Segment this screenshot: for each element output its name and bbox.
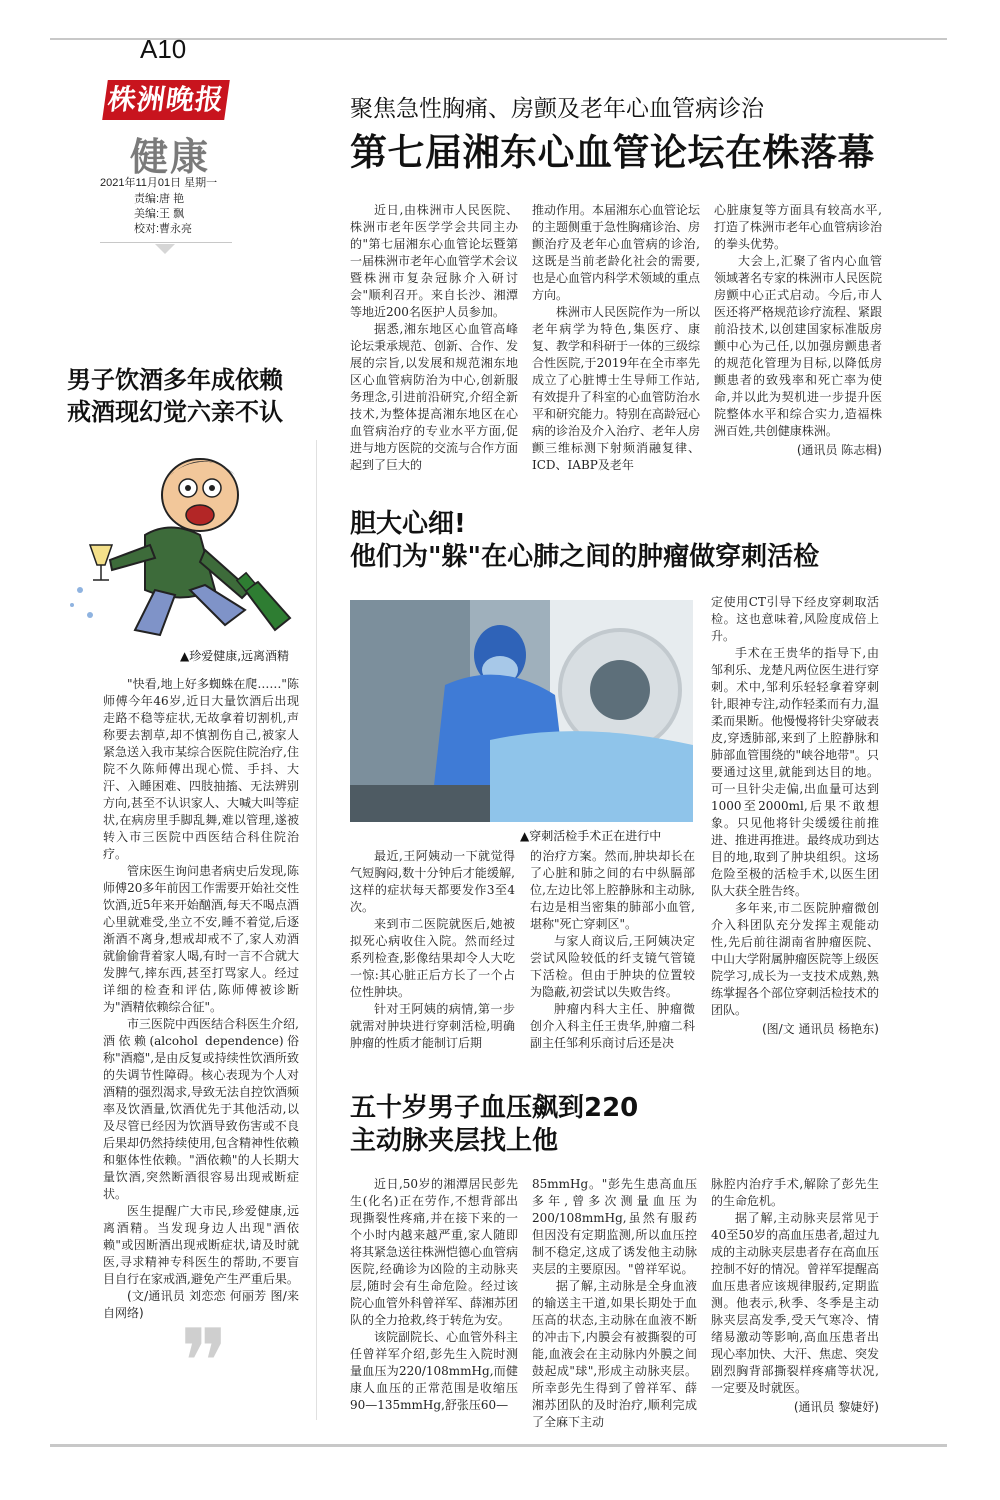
article-left-caption: ▲珍爱健康,远离酒精 — [180, 649, 290, 663]
article1-headline: 第七届湘东心血管论坛在株落幕 — [350, 131, 875, 174]
masthead-divider — [100, 242, 232, 243]
article1-paragraph: 株洲市人民医院作为一所以老年病学为特色,集医疗、康复、教学和科研于一体的三级综合性医院,于2019年在全市率先成立了心脏博士生导师工作站,有效提升了科室的心血管防治水平和研究能力。特别在高龄冠心病的诊治及介入治疗、老年人房颤三维标测下射频消融复律、ICD、IABP及老年 — [532, 305, 701, 472]
article3-paragraph: 据了解,主动脉夹层常见于40至50岁的高血压患者,超过九成的主动脉夹层患者存在高血压控制不好的情况。曾祥军提醒高血压患者应该规律服药,定期监测。他表示,秋季、冬季是主动脉夹层高发季,受天气寒冷、情绪易激动等影响,高血压患者出现心率加快、大汗、焦虑、突发剧烈胸背部撕裂样疼痛等状况,一定要及时就医。 — [711, 1211, 880, 1395]
article-left-body — [103, 676, 299, 1322]
article-left-byline: (文/通讯员 刘恋恋 何丽芳 图/来自网络) — [103, 1289, 299, 1320]
article2-photo-caption: ▲穿刺活检手术正在进行中 — [520, 829, 662, 843]
article2-paragraph: 来到市二医院就医后,她被拟死心病收住入院。然而经过系列检查,影像结果却令人大吃一惊:其心脏正后方长了一个占位性肿块。 — [350, 917, 515, 999]
article1-column-2 — [532, 202, 700, 474]
article-left-headline-line1: 男子饮酒多年成依赖 — [67, 366, 283, 394]
article-left-paragraph: 医生提醒广大市民,珍爱健康,远离酒精。当发现身边人出现"酒依赖"或因断酒出现戒断症状,请及时就医,寻求精神专科医生的帮助,不要盲目自行在家戒酒,避免产生严重后果。 — [103, 1204, 299, 1286]
surgery-photo — [350, 600, 693, 822]
article3-paragraph: 近日,50岁的湘潭居民彭先生(化名)正在劳作,不想背部出现撕裂性疼痛,并在接下来的一个小时内越来越严重,家人随即将其紧急送往株洲恺德心血管病医院,经确诊为凶险的主动脉夹层,随时会有生命危险。经过该院心血管外科曾祥军、薛湘苏团队的全力抢救,终于转危为安。 — [350, 1177, 519, 1327]
article2-paragraph: 定使用CT引导下经皮穿刺取活检。这也意味着,风险度成倍上升。 — [711, 595, 879, 643]
article3-paragraph: 据了解,主动脉是全身血液的输送主干道,如果长期处于血压高的状态,主动脉在血液不断的冲击下,内膜会有被撕裂的可能,血液会在主动脉内外膜之间鼓起成"球",形成主动脉夹层。所幸彭先生得到了曾祥军、薛湘苏团队的及时治疗,顺利完成了全麻下主动 — [532, 1279, 697, 1429]
article3-paragraph: 该院副院长、心血管外科主任曾祥军介绍,彭先生入院时测量血压为220/108mmHg,而健康人血压的正常范围是收缩压90—135mmHg,舒张压60— — [350, 1330, 519, 1412]
article3-paragraph: 脉腔内治疗手术,解除了彭先生的生命危机。 — [711, 1177, 879, 1208]
editor: 责编:唐 艳 — [134, 193, 185, 205]
article3-column-3 — [711, 1176, 879, 1416]
article2-byline: (图/文 通讯员 杨艳东) — [761, 1022, 879, 1036]
proofreader: 校对:曹永亮 — [134, 223, 193, 235]
bottom-rule — [50, 1444, 947, 1447]
article-left-headline — [50, 364, 300, 428]
article3-headline — [350, 1092, 950, 1158]
masthead-info — [100, 176, 250, 237]
article2-paragraph: 多年来,市二医院肿瘤微创介入科团队充分发挥主观能动性,先后前往湖南省肿瘤医院、中山大学附属肿瘤医院等上级医院学习,成长为一支技术成熟,熟练掌握各个部位穿刺活检技术的团队。 — [711, 901, 880, 1017]
article1-byline: (通讯员 陈志楫) — [796, 443, 882, 457]
article2-column-1 — [350, 848, 515, 1052]
quote-mark-icon: ❞ — [180, 1310, 229, 1415]
article2-paragraph: 与家人商议后,王阿姨决定尝试风险较低的纤支镜气管镜下活检。但由于肿块的位置较为隐蔽,初尝试以失败告终。 — [530, 934, 695, 999]
article1-column-1 — [350, 202, 518, 474]
article-left-headline-line2: 戒酒现幻觉六亲不认 — [67, 398, 283, 426]
section-title: 健康 — [130, 135, 211, 179]
article2-headline-line1: 胆大心细! — [350, 509, 466, 539]
article2-paragraph: 的治疗方案。然而,肿块却长在了心脏和肺之间的右中纵膈部位,左边比邻上腔静脉和主动脉,右边是相当密集的肺部小血管,堪称"死亡穿刺区"。 — [530, 849, 695, 931]
article2-column-3 — [711, 594, 879, 1038]
designer: 美编:王 飘 — [134, 208, 185, 220]
article1-column-3 — [714, 202, 882, 459]
drunk-man-cartoon — [50, 440, 300, 640]
article3-paragraph: 85mmHg。"彭先生患高血压多年,曾多次测量血压为200/108mmHg,虽然有服药但因没有定期监测,所以血压控制不稳定,这成了诱发他主动脉夹层的主要原因。"曾祥军说。 — [532, 1177, 697, 1276]
article1-kicker: 聚焦急性胸痛、房颤及老年心血管病诊治 — [350, 96, 764, 122]
article2-column-2 — [530, 848, 695, 1052]
issue-date: 2021年11月01日 星期一 — [100, 177, 218, 189]
article3-byline: (通讯员 黎婕妤) — [793, 1400, 879, 1414]
article1-paragraph: 大会上,汇聚了省内心血管领域著名专家的株洲市人民医院房颤中心正式启动。今后,市人医还将严格规范诊疗流程、紧跟前沿技术,以创建国家标准版房颤中心为己任,以加强房颤患者的规范化管理为目标,以降低房颤患者的致残率和死亡率为使命,并以此为契机进一步提升医院整体水平和综合实力,造福株洲百姓,共创健康株洲。 — [714, 254, 883, 438]
article1-paragraph: 据悉,湘东地区心血管高峰论坛秉承规范、创新、合作、发展的宗旨,以发展和规范湘东地区心血管病防治为中心,创新服务理念,引进前沿研究,介绍全新技术,为整体提高湘东地区在心血管病治疗的专业水平方面,促进与地方医院的交流与合作方面起到了巨大的 — [350, 322, 519, 472]
article2-paragraph: 手术在王贵华的指导下,由邹利乐、龙楚凡两位医生进行穿刺。术中,邹利乐轻轻拿着穿刺针,眼神专注,动作轻柔而有力,温柔而果断。他慢慢将针尖穿破表皮,穿透肺部,来到了上腔静脉和肺部血管围绕的"峡谷地带"。只要通过这里,就能到达目的地。可一旦针尖走偏,出血量可达到1000至2000ml,后果不敢想象。只见他将针尖缓缓往前推进、推进再推进。最终成功到达目的地,取到了肿块组织。这场危险至极的活检手术,以医生团队大获全胜告终。 — [711, 646, 880, 898]
article2-paragraph: 针对王阿姨的病情,第一步就需对肿块进行穿刺活检,明确肿瘤的性质才能制订后期 — [350, 1002, 515, 1050]
article2-headline-line2: 他们为"躲"在心肺之间的肿瘤做穿刺活检 — [350, 542, 820, 572]
article2-paragraph: 肿瘤内科大主任、肿瘤微创介入科主任王贵华,肿瘤二科副主任邹利乐商讨后还是决 — [530, 1002, 695, 1050]
column-divider — [316, 440, 317, 1420]
article3-column-1 — [350, 1176, 518, 1414]
article-left-paragraph: "快看,地上好多蜘蛛在爬……"陈师傅今年46岁,近日大量饮酒后出现走路不稳等症状,无故拿着切割机,声称要去割草,却不慎割伤自己,被家人紧急送入我市某综合医院住院治疗,住院不久陈师傅出现心慌、手抖、大汗、入睡困难、四肢抽搐、无法辨别方向,甚至不认识家人、大喊大叫等症状,在病房里手脚乱舞,难以管理,遂被转入市三医院中西医结合科住院治疗。 — [103, 677, 299, 861]
masthead-pointer — [155, 244, 175, 254]
article3-column-2 — [532, 1176, 697, 1431]
article1-paragraph: 心脏康复等方面具有较高水平,打造了株洲市老年心血管病诊治的拳头优势。 — [714, 203, 883, 251]
newspaper-logo: 株洲晚报 — [102, 80, 230, 120]
article3-headline-line1: 五十岁男子血压飙到220 — [350, 1093, 639, 1123]
article2-headline — [350, 508, 950, 574]
article1-paragraph: 推动作用。本届湘东心血管论坛的主题侧重于急性胸痛诊治、房颤治疗及老年心血管病的诊治,这既是当前老龄化社会的需要,也是心血管内科学术领域的重点方向。 — [532, 203, 701, 302]
article1-paragraph: 近日,由株洲市人民医院、株洲市老年医学学会共同主办的"第七届湘东心血管论坛暨第一届株洲市老年心血管学术会议暨株洲市复杂冠脉介入研讨会"顺利召开。来自长沙、湘潭等地近200名医护人员参加。 — [350, 203, 519, 319]
article3-headline-line2: 主动脉夹层找上他 — [350, 1126, 559, 1156]
article2-paragraph: 最近,王阿姨动一下就觉得气短胸闷,数十分钟后才能缓解,这样的症状每天都要发作3至4次。 — [350, 849, 515, 914]
article-left-paragraph: 市三医院中西医结合科医生介绍,酒依赖(alcohol dependence)俗称"酒瘾",是由反复或持续性饮酒所致的失调节性障碍。核心表现为个人对酒精的强烈渴求,导致无法自控饮酒频率及饮酒量,饮酒优先于其他活动,以及尽管已经因为饮酒导致伤害或不良后果却仍然持续使用,包含精神性依赖和躯体性依赖。"酒依赖"的人长期大量饮酒,突然断酒很容易出现戒断症状。 — [103, 1017, 299, 1201]
page-number: A10 — [140, 34, 187, 64]
article-left-paragraph: 管床医生询问患者病史后发现,陈师傅20多年前因工作需要开始社交性饮酒,近5年来开始酗酒,每天不喝点酒心里就难受,坐立不安,睡不着觉,后逐渐酒不离身,想戒却戒不了,家人劝酒就偷偷背着家人喝,有时一言不合就大发脾气,摔东西,甚至打骂家人。经过详细的检查和评估,陈师傅被诊断为"酒精依赖综合征"。 — [103, 864, 299, 1014]
